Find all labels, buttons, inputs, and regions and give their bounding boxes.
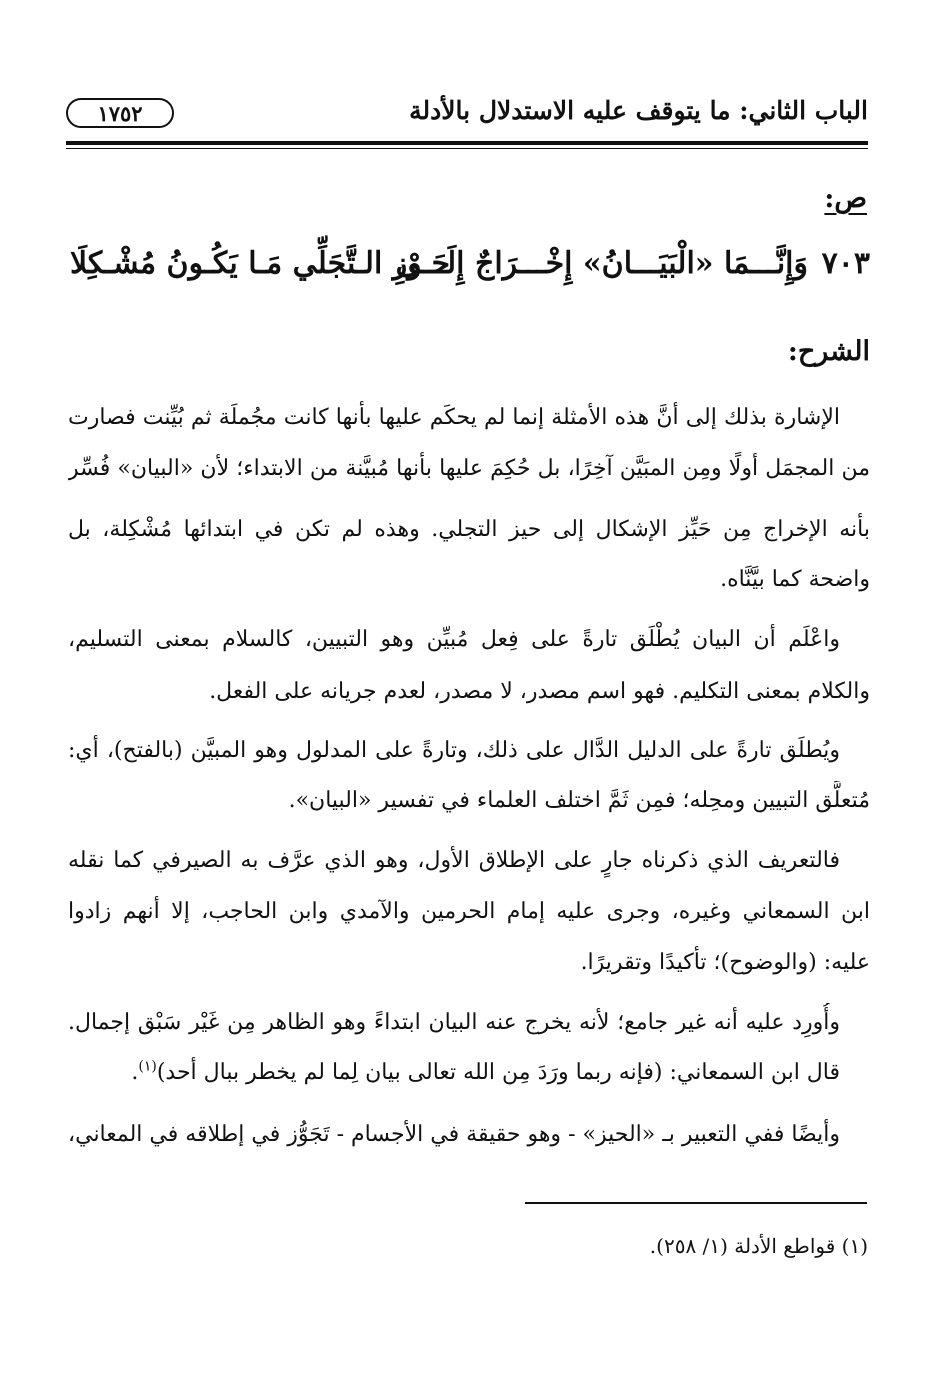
body-line: الإشارة بذلك إلى أنَّ هذه الأمثلة إنما لم يحكَم عليها بأنها كانت مجُملَة ثم بُيِّنت فصارت [68,405,840,430]
header-rule-thick [66,141,868,145]
header-rule-thin [66,148,868,149]
footnote-separator [525,1202,867,1204]
body-line: واعْلَم أن البيان يُطْلَق تارةً على فِعل مُبيِّن وهو التبيين، كالسلام بمعنى التسليم، [68,627,840,652]
body-line: ابن السمعاني وغيره، وجرى عليه إمام الحرمين والآمدي وابن الحاجب، إلا أنهم زادوا [68,899,870,924]
body-line: ويُطلَق تارةً على الدليل الدَّال على ذلك، وتارةً على المدلول وهو المبيَّن (بالفتح)، أي: [68,738,840,763]
body-line: عليه: (والوضوح)؛ تأكيدًا وتقريرًا. [580,950,870,975]
body-line: وأُورِد عليه أنه غير جامع؛ لأنه يخرج عنه البيان ابتداءً وهو الظاهر مِن غَيْر سَبْق إجمال. [68,1010,840,1035]
commentary-heading: الشرح: [787,336,870,367]
running-header [66,92,868,136]
verse-first-hemistich: وَإِنَّـــمَا «الْبَيَـــانُ» إِخْـــرَاجٌ إِلَـــى [395,246,808,281]
verse-second-hemistich: حَـوْزِ الـتَّجَلِّي مَـا يَكُـونُ مُشْـكِلَا [70,246,451,281]
verse-number: ٧٠٣ [821,246,870,281]
body-line: من المجمَل أولًا ومِن المبَيَّن آخِرًا، بل حُكِمَ عليها بأنها مُبيَّنة من الابتداء؛ لأن «البيان» فُسِّر [68,456,870,481]
body-line: وأيضًا ففي التعبير بـ «الحيز» - وهو حقيقة في الأجسام - تَجَوُّز في إطلاقه في المعاني، [68,1122,840,1147]
matn-label: ص: [824,183,867,214]
body-line: بأنه الإخراج مِن حَيِّز الإشكال إلى حيز التجلي. وهذه لم تكن في ابتدائها مُشْكِلة، بل [68,517,870,542]
body-line: فالتعريف الذي ذكرناه جارٍ على الإطلاق الأول، وهو الذي عرَّف به الصيرفي كما نقله [68,848,840,873]
body-line: قال ابن السمعاني: (فإنه ربما ورَدَ مِن الله تعالى بيان لِما لم يخطر ببال أحد)$^{(١)}$. [131,1058,840,1085]
footnote: (١) قواطع الأدلة (١/ ٢٥٨). [649,1234,868,1258]
body-line: والكلام بمعنى التكليم. فهو اسم مصدر، لا مصدر، لعدم جريانه على الفعل. [209,679,870,704]
footnote-reference[interactable]: (١) [138,1058,157,1075]
body-line: واضحة كما بيَّنَّاه. [720,567,870,592]
body-line: مُتعلَّق التبيين ومحِله؛ فمِن ثَمَّ اختلف العلماء في تفسير «البيان». [288,788,870,813]
page-number: ١٧٥٢ [66,98,174,128]
verse-line [70,246,870,296]
chapter-title: الباب الثاني: ما يتوقف عليه الاستدلال بالأدلة [409,96,868,125]
